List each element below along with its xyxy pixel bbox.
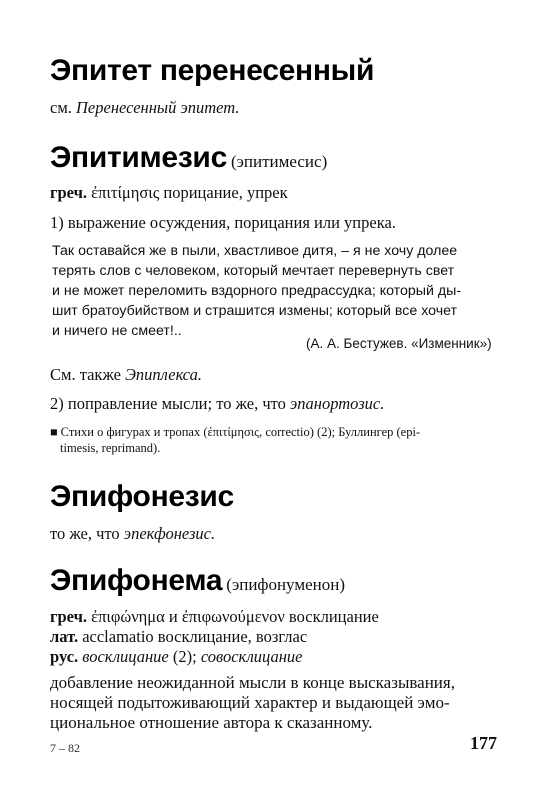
russian-term: восклицание (82, 647, 169, 666)
greek-words: ἐπιφώνημα и ἐπιφωνούμενον (91, 607, 285, 626)
see-reference (50, 98, 240, 118)
see-target: Перенесенный эпитет. (76, 98, 240, 117)
latin-etymology (50, 627, 307, 647)
sense-2-text: 2) поправление мысли; то же, что (50, 394, 286, 413)
etymology-meaning: порицание, упрек (163, 183, 288, 202)
entry-title: Эпифонезис (50, 480, 234, 513)
entry-heading (50, 141, 327, 175)
entry-title: Эпитет перенесенный (50, 54, 375, 87)
etymology-line (50, 183, 288, 203)
quote-line: шит братоубийством и страшится измены; который все хочет (52, 303, 458, 319)
entry-variant: (эпитимесис) (230, 152, 328, 171)
definition-line: циональное отношение автора к сказанному. (50, 713, 373, 732)
sense-2-target: эпанортозис. (290, 394, 385, 413)
quote-line: и ничего не смеет!.. (52, 323, 182, 339)
see-also (50, 365, 202, 385)
quote-line: терять слов с человеком, который мечтает перевернуть свет (52, 263, 455, 279)
language-label: лат. (50, 627, 79, 646)
language-label: рус. (50, 647, 79, 666)
definition-line: носящей подытоживающий характер и выдающей эмо- (50, 693, 450, 712)
see-reference (50, 524, 215, 544)
sense-1: 1) выражение осуждения, порицания или упрека. (50, 213, 396, 232)
see-also-prefix: См. также (50, 365, 121, 384)
russian-mark: (2); (172, 647, 197, 666)
quote-source: (А. А. Бестужев. «Изменник») (306, 336, 492, 351)
russian-term: совосклицание (200, 647, 303, 666)
entry-variant: (эпифонуменон) (226, 575, 345, 594)
russian-equivalents (50, 647, 302, 667)
sources-line: timesis, reprimand). (60, 441, 161, 455)
see-also-target: Эпиплекса. (125, 365, 202, 384)
greek-meaning: восклицание (288, 607, 379, 626)
sources-line: ■ Стихи о фигурах и тропах (ἐπιτίμησις, correctio) (2); Буллингер (epi- (50, 425, 421, 439)
latin-text: acclamatio восклицание, возглас (82, 627, 308, 646)
entry-heading (50, 564, 345, 598)
greek-word: ἐπιτίμησις (91, 183, 160, 202)
see-prefix: см. (50, 98, 72, 117)
greek-etymology (50, 607, 379, 627)
see-prefix: то же, что (50, 524, 120, 543)
entry-title: Эпитимезис (50, 141, 227, 174)
language-label: греч. (50, 183, 88, 202)
quote-line: Так оставайся же в пыли, хвастливое дитя, – я не хочу долее (52, 243, 458, 259)
quote-line: и не может переломить вздорного предрассудка; который ды- (52, 283, 462, 299)
language-label: греч. (50, 607, 88, 626)
entry-title: Эпифонема (50, 564, 223, 597)
page-number: 177 (470, 733, 497, 753)
see-target: эпекфонезис. (123, 524, 216, 543)
signature-mark: 7 – 82 (50, 741, 80, 755)
definition-line: добавление неожиданной мысли в конце высказывания, (50, 673, 455, 692)
sense-2 (50, 394, 384, 414)
